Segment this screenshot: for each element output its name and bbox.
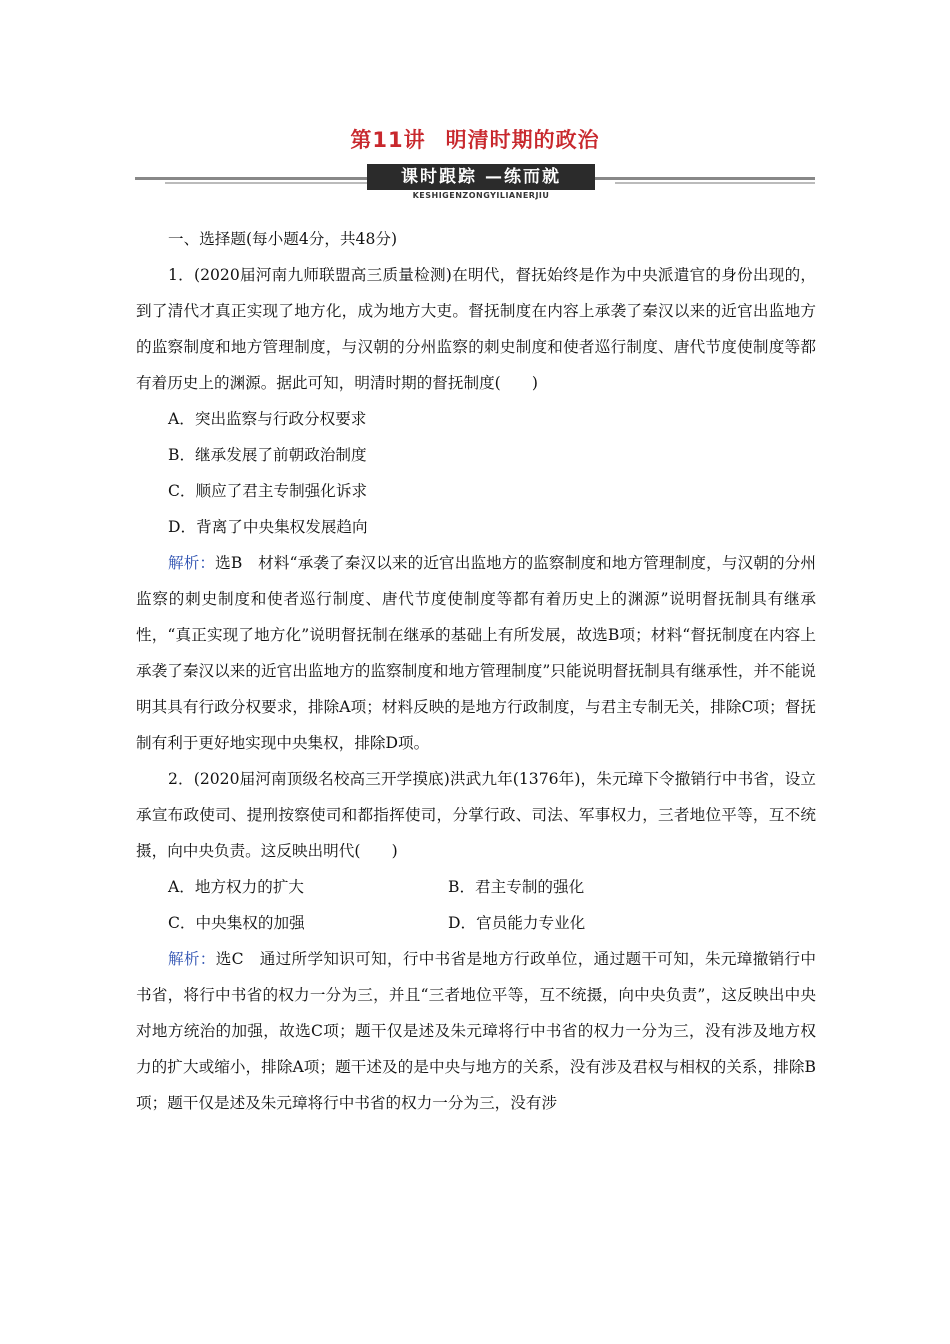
analysis-label: 解析： [168,950,216,968]
question-1-option-b: B．继承发展了前朝政治制度 [168,446,367,464]
banner-rule-right-thin [615,182,815,184]
banner-rule-left-thin [165,182,367,184]
banner-label: 课时跟踪 —练而就 [367,164,595,190]
question-2-stem: 2．(2020届河南顶级名校高三开学摸底)洪武九年(1376年)，朱元璋下令撤销行中书省，设立承宣布政使司、提刑按察使司和都指挥使司，分掌行政、司法、军事权力，三者地位平等，互不统摄，向中央负责。这反映出明代( ) [136,770,816,860]
question-2-option-b: B．君主专制的强化 [448,878,585,896]
analysis-label: 解析： [168,554,216,572]
question-2-option-d: D．官员能力专业化 [448,914,586,932]
analysis-text: 选B 材料“承袭了秦汉以来的近官出监地方的监察制度和地方管理制度，与汉朝的分州监察的刺史制度和使者巡行制度、唐代节度使制度等都有着历史上的渊源”说明督抚制具有继承性，“真正实现了地方化”说明督抚制在继承的基础上有所发展，故选B项；材料“督抚制度在内容上承袭了秦汉以来的近官出监地方的监察制度和地方管理制度”只能说明督抚制具有继承性，并不能说明其具有行政分权要求，排除A项；材料反映的是地方行政制度，与君主专制无关，排除C项；督抚制有利于更好地实现中央集权，排除D项。 [136,554,816,752]
question-1-stem: 1．(2020届河南九师联盟高三质量检测)在明代，督抚始终是作为中央派遣官的身份出现的，到了清代才真正实现了地方化，成为地方大吏。督抚制度在内容上承袭了秦汉以来的近官出监地方的监察制度和地方管理制度，与汉朝的分州监察的刺史制度和使者巡行制度、唐代节度使制度等都有着历史上的渊源。据此可知，明清时期的督抚制度( ) [136,266,816,392]
banner-rule-right [595,177,815,180]
section-banner [135,160,815,202]
section-heading: 一、选择题(每小题4分，共48分) [168,230,398,248]
lecture-topic: 明清时期的政治 [445,128,600,152]
question-1-option-d: D．背离了中央集权发展趋向 [168,518,368,536]
analysis-text: 选C 通过所学知识可知，行中书省是地方行政单位，通过题干可知，朱元璋撤销行中书省，将行中书省的权力一分为三，并且“三者地位平等，互不统摄，向中央负责”，这反映出中央对地方统治的加强，故选C项；题干仅是述及朱元璋将行中书省的权力一分为三，没有涉及地方权力的扩大或缩小，排除A项；题干述及的是中央与地方的关系，没有涉及君权与相权的关系，排除B项；题干仅是述及朱元璋将行中书省的权力一分为三，没有涉 [136,950,816,1112]
question-2-option-c: C．中央集权的加强 [168,914,305,932]
question-2-options-row-2 [136,905,816,941]
question-1-option-a: A．突出监察与行政分权要求 [168,410,367,428]
page-title [0,124,950,154]
lecture-number: 第11讲 [350,128,426,152]
question-2-options-row-1 [136,869,816,905]
question-2-analysis [136,941,816,1121]
question-2-option-a: A．地方权力的扩大 [168,878,305,896]
banner-rule-left [135,177,367,180]
document-body [136,221,816,1121]
question-1-analysis [136,545,816,761]
banner-subtitle: KESHIGENZONGYILIANERJIU [412,191,550,200]
question-1-option-c: C．顺应了君主专制强化诉求 [168,482,368,500]
